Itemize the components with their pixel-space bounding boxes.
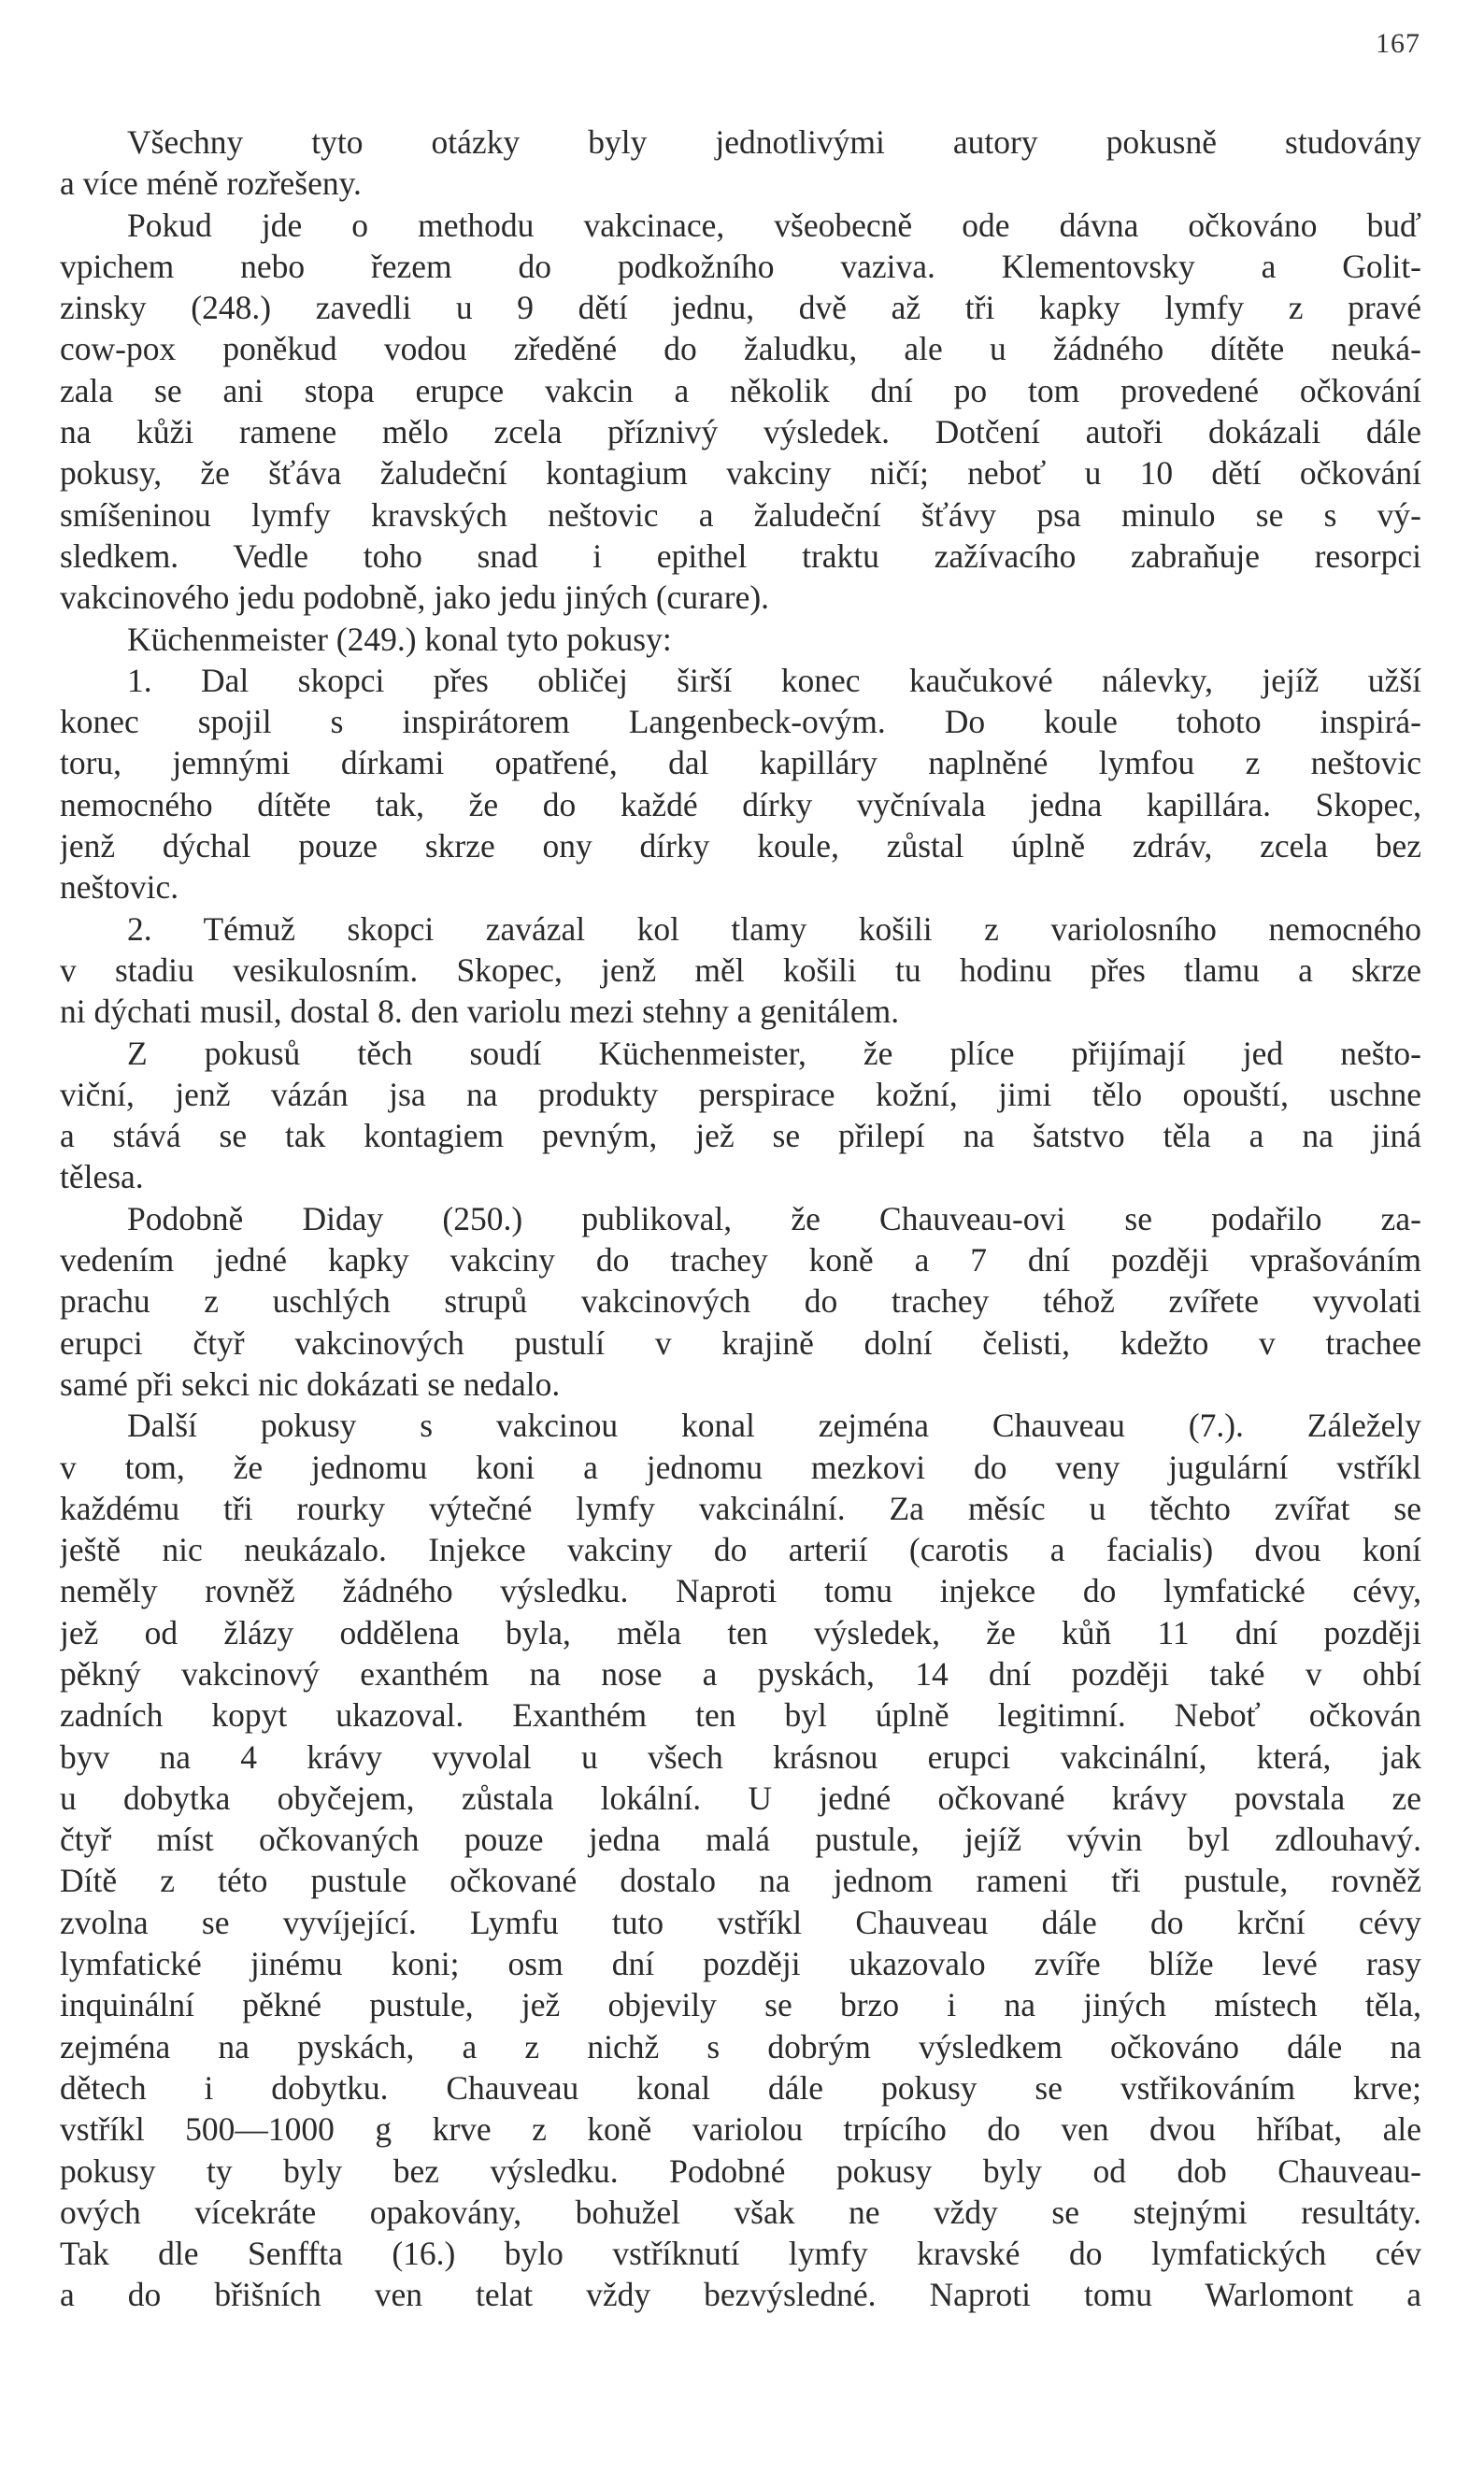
text-line: 2. Témuž skopci zavázal kol tlamy košili z variolosního nemocného [127,909,1421,948]
text-line: jež od žlázy oddělena byla, měla ten výsledek, že kůň 11 dní později [60,1613,1421,1651]
text-line: 1. Dal skopci přes obličej širší konec kaučukové nálevky, jejíž užší [127,661,1421,699]
text-line: pokusy, že šťáva žaludeční kontagium vakciny ničí; neboť u 10 dětí očkování [60,454,1421,493]
text-line: erupci čtyř vakcinových pustulí v krajině dolní čelisti, kdežto v trachee [60,1323,1421,1362]
text-line: čtyř míst očkovaných pouze jedna malá pustule, jejíž vývin byl zdlouhavý. [60,1821,1421,1859]
text-line: vpichem nebo řezem do podkožního vaziva. Klementovsky a Golit- [60,247,1421,285]
text-line: byv na 4 krávy vyvolal u všech krásnou erupci vakcinální, která, jak [60,1737,1421,1776]
text-line: neštovic. [60,868,179,907]
text-line: na kůži ramene mělo zcela příznivý výsledek. Dotčení autoři dokázali dále [60,413,1421,451]
text-line: zadních kopyt ukazoval. Exanthém ten byl úplně legitimní. Neboť očkován [60,1696,1421,1735]
text-line: samé při sekci nic dokázati se nedalo. [60,1365,561,1403]
text-line: Z pokusů těch soudí Küchenmeister, že plíce přijímají jed nešto- [127,1034,1421,1072]
text-line: v stadiu vesikulosním. Skopec, jenž měl košili tu hodinu přes tlamu a skrze [60,951,1421,989]
text-line: vedením jedné kapky vakciny do trachey koně a 7 dní později vprašováním [60,1241,1421,1279]
text-line: Tak dle Senffta (16.) bylo vstříknutí lymfy kravské do lymfatických cév [60,2235,1421,2273]
text-line: Pokud jde o methodu vakcinace, všeobecně ode dávna očkováno buď [127,206,1421,244]
text-line: cow-pox poněkud vodou zředěné do žaludku, ale u žádného dítěte neuká- [60,330,1421,368]
text-line: jenž dýchal pouze skrze ony dírky koule, zůstal úplně zdráv, zcela bez [60,827,1421,865]
text-line: tělesa. [60,1158,144,1196]
text-line: u dobytka obyčejem, zůstala lokální. U jedné očkované krávy povstala ze [60,1779,1421,1817]
text-line: ni dýchati musil, dostal 8. den variolu mezi stehny a genitálem. [60,993,900,1031]
text-line: konec spojil s inspirátorem Langenbeck-ovým. Do koule tohoto inspirá- [60,703,1421,741]
text-line: ových vícekráte opakovány, bohužel však ne vždy se stejnými resultáty. [60,2193,1421,2231]
text-line: vakcinového jedu podobně, jako jedu jiných (curare). [60,579,770,617]
text-line: zejména na pyskách, a z nichž s dobrým výsledkem očkováno dále na [60,2027,1421,2066]
text-line: zala se ani stopa erupce vakcin a několik dní po tom provedené očkování [60,371,1421,409]
text-line: inquinální pěkné pustule, jež objevily se brzo i na jiných místech těla, [60,1986,1421,2024]
body-text [60,122,1421,2316]
text-line: a stává se tak kontagiem pevným, jež se přilepí na šatstvo těla a na jiná [60,1117,1421,1155]
text-line: prachu z uschlých strupů vakcinových do trachey téhož zvířete vyvolati [60,1282,1421,1321]
text-line: zinsky (248.) zavedli u 9 dětí jednu, dvě až tři kapky lymfy z pravé [60,289,1421,327]
text-line: a do břišních ven telat vždy bezvýsledné. Naproti tomu Warlomont a [60,2276,1421,2314]
page-number: 167 [1376,28,1420,59]
text-line: Podobně Diday (250.) publikoval, že Chauveau-ovi se podařilo za- [127,1199,1421,1237]
text-line: ještě nic neukázalo. Injekce vakciny do arterií (carotis a facialis) dvou koní [60,1531,1421,1569]
text-line: sledkem. Vedle toho snad i epithel traktu zažívacího zabraňuje resorpci [60,536,1421,575]
text-line: vstříkl 500—1000 g krve z koně variolou trpícího do ven dvou hříbat, ale [60,2110,1421,2149]
text-line: pokusy ty byly bez výsledku. Podobné pokusy byly od dob Chauveau- [60,2151,1421,2190]
text-line: smíšeninou lymfy kravských neštovic a žaludeční šťávy psa minulo se s vý- [60,495,1421,534]
text-line: lymfatické jinému koni; osm dní později ukazovalo zvíře blíže levé rasy [60,1945,1421,1983]
text-line: v tom, že jednomu koni a jednomu mezkovi do veny jugulární vstříkl [60,1448,1421,1486]
text-line: a více méně rozřešeny. [60,164,362,203]
text-line: Další pokusy s vakcinou konal zejména Chauveau (7.). Záležely [127,1407,1421,1445]
text-line: Küchenmeister (249.) konal tyto pokusy: [127,620,672,658]
text-line: Dítě z této pustule očkované dostalo na jednom rameni tři pustule, rovněž [60,1862,1421,1900]
text-line: pěkný vakcinový exanthém na nose a pyskách, 14 dní později také v ohbí [60,1654,1421,1693]
text-line: dětech i dobytku. Chauveau konal dále pokusy se vstřikováním krve; [60,2068,1421,2107]
text-line: toru, jemnými dírkami opatřené, dal kapilláry naplněné lymfou z neštovic [60,744,1421,782]
text-line: zvolna se vyvíjející. Lymfu tuto vstříkl Chauveau dále do krční cévy [60,1903,1421,1941]
text-line: neměly rovněž žádného výsledku. Naproti tomu injekce do lymfatické cévy, [60,1572,1421,1610]
text-line: viční, jenž vázán jsa na produkty perspirace kožní, jimi tělo opouští, uschne [60,1075,1421,1113]
text-line: každému tři rourky výtečné lymfy vakcinální. Za měsíc u těchto zvířat se [60,1489,1421,1527]
text-line: Všechny tyto otázky byly jednotlivými autory pokusně studovány [127,123,1421,161]
text-line: nemocného dítěte tak, že do každé dírky vyčnívala jedna kapillára. Skopec, [60,785,1421,823]
